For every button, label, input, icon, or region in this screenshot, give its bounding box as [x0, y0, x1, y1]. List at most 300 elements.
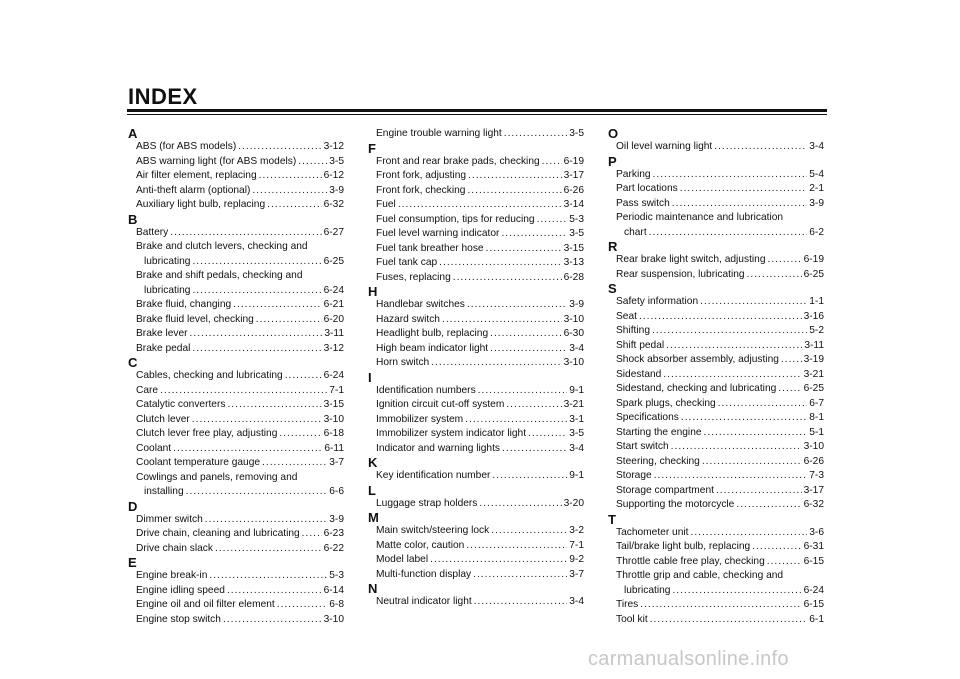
index-entry [616, 455, 824, 470]
index-entry-page: 3-10 [563, 357, 584, 368]
index-entry-page: 3-12 [323, 342, 344, 354]
dot-leader [468, 169, 562, 184]
index-entry-page: 6-32 [323, 199, 344, 210]
section-letter: K [368, 455, 378, 470]
index-entry [616, 168, 824, 183]
index-entry-page: 2-1 [809, 183, 824, 194]
index-entry-page: 3-10 [323, 413, 344, 425]
dot-leader [663, 368, 801, 383]
index-entry [616, 182, 824, 197]
index-entry [136, 226, 344, 241]
index-entry-page: 6-15 [803, 555, 824, 567]
index-entry-page: 6-14 [323, 584, 344, 596]
index-entry-page: 6-32 [803, 499, 824, 510]
watermark-footer: carmanualsonline.info [588, 648, 789, 670]
index-entry-text: installing [144, 486, 184, 497]
index-entry-text-line1: Brake and clutch levers, checking and [136, 241, 308, 252]
index-entry-page: 5-1 [809, 426, 824, 438]
dot-leader [690, 526, 807, 541]
section-letter: M [368, 510, 379, 525]
index-entry-text: ABS warning light (for ABS models) [136, 155, 297, 167]
index-entry-page: 6-11 [324, 442, 344, 454]
index-entry-page: 3-11 [324, 328, 344, 339]
index-entry [616, 310, 824, 325]
index-entry-page: 3-12 [323, 141, 344, 152]
section-letter: L [368, 482, 376, 498]
index-entry [616, 498, 824, 513]
index-entry-text: Catalytic converters [136, 399, 226, 410]
index-entry [616, 598, 824, 613]
dot-leader [473, 568, 567, 583]
index-entry-text: Main switch/steering lock [376, 525, 490, 536]
index-entry-text: Start switch [616, 441, 669, 452]
section-letter: H [368, 284, 378, 299]
index-entry [136, 569, 344, 584]
index-entry [376, 356, 584, 371]
dot-leader [259, 169, 322, 184]
dot-leader [650, 613, 808, 628]
index-entry-text: Rear brake light switch, adjusting [616, 254, 766, 265]
index-entry [376, 127, 584, 142]
dot-leader [227, 398, 321, 413]
index-entry-text: Coolant temperature gauge [136, 457, 261, 468]
index-entry [136, 198, 344, 213]
index-entry-page: 7-1 [329, 384, 344, 396]
index-entry [136, 427, 344, 442]
index-entry-page: 3-21 [803, 368, 824, 380]
index-entry [136, 169, 344, 184]
dot-leader [700, 295, 807, 310]
dot-leader [492, 469, 567, 484]
dot-leader [302, 527, 322, 542]
index-entry-page: 3-9 [809, 197, 824, 209]
index-entry [376, 442, 584, 457]
page-title: INDEX [128, 84, 198, 109]
index-entry-page: 6-28 [563, 271, 584, 283]
index-entry-text: lubricating [144, 255, 191, 267]
dot-leader [778, 382, 801, 397]
dot-leader [672, 584, 801, 599]
dot-leader [640, 598, 801, 613]
dot-leader [252, 184, 327, 199]
dot-leader [238, 140, 321, 155]
dot-leader [442, 313, 562, 328]
dot-leader [256, 313, 322, 328]
index-entry-page: 3-7 [329, 457, 344, 468]
index-column-3 [608, 127, 824, 627]
index-entry-text: Hazard switch [376, 313, 440, 325]
index-entry-text: Sidestand, checking and lubricating [616, 383, 777, 394]
dot-leader [227, 584, 322, 599]
index-entry [376, 313, 584, 328]
index-entry-text: Clutch lever [136, 413, 190, 425]
index-entry-page: 6-30 [563, 328, 584, 339]
index-entry-page: 6-6 [329, 486, 344, 497]
index-entry-page: 5-2 [809, 325, 824, 336]
dot-leader [267, 198, 321, 213]
index-entry [376, 342, 584, 357]
index-entry [376, 155, 584, 170]
index-entry-page: 3-10 [803, 441, 824, 452]
index-entry-page: 3-5 [569, 228, 584, 239]
index-entry [616, 324, 824, 339]
index-entry-page: 6-22 [323, 542, 344, 554]
section-letter: A [128, 126, 138, 141]
index-entry-text: Engine trouble warning light [376, 128, 502, 139]
index-entry-page: 6-18 [323, 428, 344, 439]
index-entry-page: 3-16 [803, 310, 824, 322]
dot-leader [747, 268, 802, 283]
index-entry-page: 3-4 [569, 596, 584, 607]
index-entry-text: Shock absorber assembly, adjusting [616, 354, 779, 365]
index-entry-page: 6-19 [563, 155, 584, 167]
dot-leader [439, 256, 561, 271]
dot-leader [209, 569, 327, 584]
index-entry-text: Sidestand [616, 368, 662, 380]
dot-leader [453, 271, 562, 286]
index-entry [376, 169, 584, 184]
index-entry [376, 327, 584, 342]
index-entry [376, 242, 584, 257]
index-entry-text: Multi-function display [376, 568, 472, 580]
dot-leader [666, 339, 802, 354]
index-entry [136, 584, 344, 599]
dot-leader [478, 384, 568, 399]
index-entry-page: 5-4 [809, 168, 824, 180]
index-entry-page: 3-9 [329, 184, 344, 196]
index-entry-page: 3-19 [803, 354, 824, 365]
index-entry-text: Specifications [616, 412, 679, 423]
index-entry [136, 184, 344, 199]
index-entry [136, 613, 344, 628]
dot-leader [479, 497, 561, 512]
index-entry-text: Cables, checking and lubricating [136, 370, 283, 381]
dot-leader [398, 198, 562, 213]
index-entry [616, 484, 824, 499]
index-entry-page: 6-2 [809, 226, 824, 238]
index-entry-text: Safety information [616, 296, 699, 307]
dot-leader [466, 539, 567, 554]
index-entry-page: 3-10 [563, 313, 584, 325]
index-entry-text: Parking [616, 168, 651, 180]
index-entry-text-line1: Throttle grip and cable, checking and [616, 570, 784, 581]
index-entry [376, 271, 584, 286]
index-entry [616, 426, 824, 441]
index-entry-text: Part locations [616, 183, 678, 194]
index-entry-page: 3-9 [569, 299, 584, 310]
index-entry-text: Brake pedal [136, 342, 191, 354]
index-entry [616, 526, 824, 541]
index-entry [616, 268, 824, 283]
dot-leader [262, 456, 327, 471]
dot-leader [736, 498, 801, 513]
index-entry [376, 595, 584, 610]
index-entry-page: 7-1 [569, 539, 584, 551]
index-entry-text: Auxiliary light bulb, replacing [136, 199, 266, 210]
section-letter: C [128, 355, 138, 370]
dot-leader [680, 182, 808, 197]
index-entry [376, 213, 584, 228]
dot-leader [491, 524, 567, 539]
index-entry-text: Rear suspension, lubricating [616, 268, 745, 280]
index-entry-text: Neutral indicator light [376, 596, 472, 607]
index-entry [136, 513, 344, 528]
dot-leader [190, 327, 323, 342]
dot-leader [671, 440, 802, 455]
index-entry-page: 6-12 [323, 170, 344, 181]
index-entry-page: 6-25 [803, 268, 824, 280]
index-entry-page: 6-21 [323, 299, 344, 310]
index-entry-text: Immobilizer system indicator light [376, 428, 527, 439]
index-entry [376, 553, 584, 568]
index-entry [136, 369, 344, 384]
index-entry [376, 413, 584, 428]
index-entry-text: Coolant [136, 442, 172, 454]
index-entry [616, 569, 824, 598]
index-entry-text: Drive chain slack [136, 542, 213, 554]
section-letter: D [128, 498, 138, 514]
index-entry [376, 184, 584, 199]
index-entry [376, 398, 584, 413]
index-entry [376, 256, 584, 271]
index-entry [616, 397, 824, 412]
dot-leader [672, 197, 807, 212]
index-entry [616, 211, 824, 240]
dot-leader [528, 427, 567, 442]
index-entry-text: Matte color, caution [376, 539, 465, 551]
index-entry [616, 197, 824, 212]
index-entry-page: 3-17 [563, 170, 584, 181]
index-entry-page: 3-4 [569, 342, 584, 354]
index-entry-page: 3-11 [804, 339, 824, 351]
index-entry [616, 613, 824, 628]
index-entry [376, 568, 584, 583]
index-entry-page: 6-26 [803, 455, 824, 467]
dot-leader [781, 353, 802, 368]
index-entry-text: Fuses, replacing [376, 271, 451, 283]
dot-leader [192, 284, 321, 299]
index-entry-text: Engine idling speed [136, 584, 225, 596]
index-entry-text: Horn switch [376, 357, 430, 368]
section-letter: B [128, 211, 138, 227]
dot-leader [223, 613, 322, 628]
section-letter: P [608, 153, 617, 169]
index-entry-page: 9-1 [569, 470, 584, 481]
section-letter: O [608, 126, 619, 141]
section-letter: T [608, 511, 616, 527]
dot-leader [277, 598, 328, 613]
index-entry-text: Supporting the motorcycle [616, 499, 735, 510]
index-entry-text: Engine break-in [136, 570, 208, 581]
index-entry-text: Front fork, checking [376, 184, 466, 196]
index-entry [136, 471, 344, 500]
dot-leader [192, 413, 322, 428]
index-entry-page: 3-4 [809, 141, 824, 152]
index-entry-page: 6-31 [803, 541, 824, 552]
index-entry [376, 539, 584, 554]
index-entry-page: 6-24 [323, 284, 344, 296]
dot-leader [160, 384, 327, 399]
index-entry [616, 382, 824, 397]
index-entry-text: Fuel [376, 199, 396, 210]
index-entry [376, 469, 584, 484]
index-entry-page: 6-25 [803, 383, 824, 394]
dot-leader [537, 213, 568, 228]
dot-leader [702, 455, 802, 470]
index-entry-text: Shifting [616, 325, 650, 336]
index-entry-page: 6-24 [803, 584, 824, 596]
index-entry-page: 7-3 [809, 470, 824, 481]
dot-leader [502, 442, 567, 457]
index-entry-text: Tires [616, 599, 639, 610]
index-entry-page: 3-1 [569, 413, 584, 425]
index-entry-page: 3-7 [569, 568, 584, 580]
index-entry-page: 3-4 [569, 442, 584, 454]
index-entry-text: Shift pedal [616, 339, 665, 351]
index-entry-text: Ignition circuit cut-off system [376, 399, 505, 410]
section-letter: F [368, 140, 376, 156]
dot-leader [501, 227, 567, 242]
dot-leader [205, 513, 327, 528]
dot-leader [718, 397, 808, 412]
index-entry-text: Anti-theft alarm (optional) [136, 184, 251, 196]
index-entry-text: Storage [616, 470, 652, 481]
index-entry-page: 3-14 [563, 199, 584, 210]
index-entry [376, 298, 584, 313]
index-entry-page: 3-15 [323, 399, 344, 410]
dot-leader [467, 184, 561, 199]
index-column-1 [128, 127, 344, 627]
dot-leader [768, 253, 802, 268]
index-entry-text: Brake lever [136, 328, 188, 339]
index-entry [136, 298, 344, 313]
index-entry [376, 427, 584, 442]
dot-leader [486, 242, 562, 257]
index-entry [616, 295, 824, 310]
index-entry [616, 253, 824, 268]
index-entry [136, 269, 344, 298]
index-entry-page: 6-26 [563, 184, 584, 196]
dot-leader [215, 542, 322, 557]
section-letter: E [128, 555, 137, 570]
index-entry-text: Identification numbers [376, 384, 476, 396]
index-entry-text: Fuel tank cap [376, 257, 438, 268]
index-entry-text-line1: Cowlings and panels, removing and [136, 471, 298, 483]
index-entry-text: Seat [616, 310, 637, 322]
dot-leader [430, 553, 567, 568]
index-entry-page: 3-5 [329, 155, 344, 167]
index-entry-text: Steering, checking [616, 455, 700, 467]
index-entry-page: 6-24 [323, 370, 344, 381]
index-entry-text: Immobilizer system [376, 413, 464, 425]
index-entry [376, 524, 584, 539]
index-entry-text: Clutch lever free play, adjusting [136, 428, 278, 439]
index-entry-text: Spark plugs, checking [616, 397, 716, 409]
index-entry-text: Oil level warning light [616, 141, 713, 152]
dot-leader [704, 426, 808, 441]
index-entry-text: Indicator and warning lights [376, 442, 501, 454]
dot-leader [649, 226, 808, 241]
index-entry-page: 3-21 [563, 399, 584, 410]
index-entry [616, 339, 824, 354]
index-entry-text: Pass switch [616, 197, 670, 209]
index-entry-page: 6-20 [323, 313, 344, 325]
index-entry-text: Battery [136, 226, 169, 238]
index-entry-page: 6-27 [323, 226, 344, 238]
dot-leader [716, 484, 802, 499]
index-entry [376, 198, 584, 213]
index-entry [136, 398, 344, 413]
index-entry-page: 6-23 [323, 528, 344, 539]
dot-leader [752, 540, 801, 555]
index-entry [136, 240, 344, 269]
dot-leader [285, 369, 322, 384]
index-entry-text: Model label [376, 554, 429, 565]
index-entry-page: 3-6 [809, 526, 824, 538]
index-entry [136, 456, 344, 471]
index-entry [616, 368, 824, 383]
index-entry-text: Engine oil and oil filter element [136, 599, 275, 610]
dot-leader [298, 155, 327, 170]
dot-leader [192, 342, 321, 357]
dot-leader [506, 398, 561, 413]
index-entry-page: 3-20 [563, 497, 584, 509]
index-entry [616, 353, 824, 368]
index-entry-page: 3-17 [803, 484, 824, 496]
index-entry-page: 3-5 [569, 428, 584, 439]
index-entry [136, 442, 344, 457]
index-entry-text: Fuel tank breather hose [376, 242, 484, 254]
index-entry-page: 6-8 [329, 599, 344, 610]
dot-leader [681, 411, 807, 426]
index-entry-text: Care [136, 384, 159, 396]
index-entry-page: 3-10 [323, 613, 344, 625]
index-entry [376, 497, 584, 512]
index-entry [616, 555, 824, 570]
index-entry [616, 469, 824, 484]
index-entry-text: Tool kit [616, 613, 648, 625]
dot-leader [474, 595, 568, 610]
dot-leader [654, 469, 808, 484]
dot-leader [431, 356, 561, 371]
index-entry [136, 313, 344, 328]
dot-leader [767, 555, 802, 570]
section-letter: R [608, 239, 618, 254]
index-entry-text: Brake fluid, changing [136, 299, 232, 310]
index-entry-page: 3-13 [563, 257, 584, 268]
index-entry-text: Headlight bulb, replacing [376, 328, 489, 339]
index-entry-text: Dimmer switch [136, 513, 203, 525]
dot-leader [504, 127, 568, 142]
index-entry-text: lubricating [144, 284, 191, 296]
index-entry [136, 342, 344, 357]
index-entry-text: High beam indicator light [376, 342, 489, 354]
dot-leader [192, 255, 321, 270]
index-entry-text: Key identification number [376, 470, 491, 481]
dot-leader [490, 327, 561, 342]
index-entry-text: Luggage strap holders [376, 497, 478, 509]
index-entry-page: 3-5 [569, 128, 584, 139]
index-entry-text: Fuel consumption, tips for reducing [376, 213, 535, 225]
section-letter: N [368, 581, 378, 596]
dot-leader [279, 427, 321, 442]
index-entry-text-line1: Brake and shift pedals, checking and [136, 270, 303, 281]
index-entry [136, 598, 344, 613]
index-entry-text: Throttle cable free play, checking [616, 555, 765, 567]
dot-leader [652, 324, 807, 339]
dot-leader [173, 442, 322, 457]
index-entry-text: Storage compartment [616, 484, 714, 496]
